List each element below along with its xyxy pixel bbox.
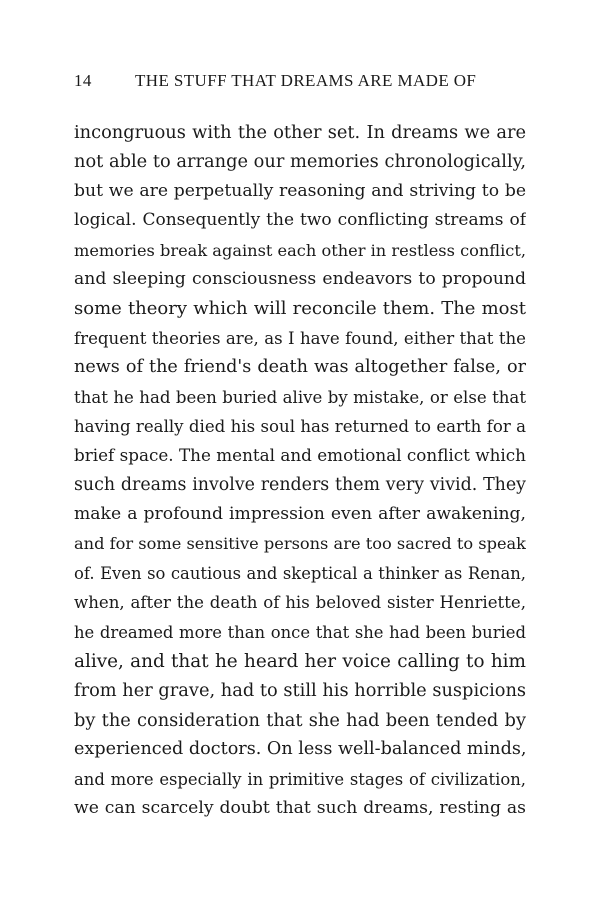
- text-line: having really died his soul has returned to earth for a: [74, 416, 526, 436]
- text-line: some theory which will reconcile them. The most: [74, 298, 526, 320]
- text-line: that he had been buried alive by mistake, or else that: [74, 387, 526, 407]
- text-line: memories break against each other in restless conflict,: [74, 240, 526, 260]
- text-line: incongruous with the other set. In dreams we are: [74, 122, 526, 143]
- text-line: by the consideration that she had been tended by: [74, 709, 526, 731]
- page-number: 14: [74, 71, 92, 90]
- text-line: we can scarcely doubt that such dreams, resting as: [74, 797, 526, 818]
- running-header: [74, 71, 534, 93]
- text-line: and more especially in primitive stages of civilization,: [74, 769, 526, 789]
- text-line: and for some sensitive persons are too sacred to speak: [74, 534, 526, 554]
- text-line: make a profound impression even after awakening,: [74, 504, 526, 525]
- text-line: brief space. The mental and emotional conflict which: [74, 445, 526, 466]
- text-line: such dreams involve renders them very vivid. They: [74, 474, 526, 495]
- text-line: and sleeping consciousness endeavors to propound: [74, 268, 526, 289]
- text-line: alive, and that he heard her voice calling to him: [74, 651, 526, 673]
- text-line: but we are perpetually reasoning and striving to be: [74, 180, 526, 201]
- text-line: frequent theories are, as I have found, either that the: [74, 328, 526, 348]
- running-title: THE STUFF THAT DREAMS ARE MADE OF: [135, 71, 477, 90]
- text-line: news of the friend's death was altogether false, or: [74, 357, 526, 378]
- text-line: logical. Consequently the two conflicting streams of: [74, 210, 526, 231]
- text-line: not able to arrange our memories chronologically,: [74, 151, 526, 173]
- text-line: of. Even so cautious and skeptical a thinker as Renan,: [74, 563, 526, 583]
- text-line: experienced doctors. On less well-balanced minds,: [74, 739, 526, 760]
- text-line: from her grave, had to still his horrible suspicions: [74, 680, 526, 702]
- body-paragraph: [74, 118, 526, 823]
- text-line: when, after the death of his beloved sister Henriette,: [74, 593, 526, 613]
- text-line: he dreamed more than once that she had been buried: [74, 622, 526, 642]
